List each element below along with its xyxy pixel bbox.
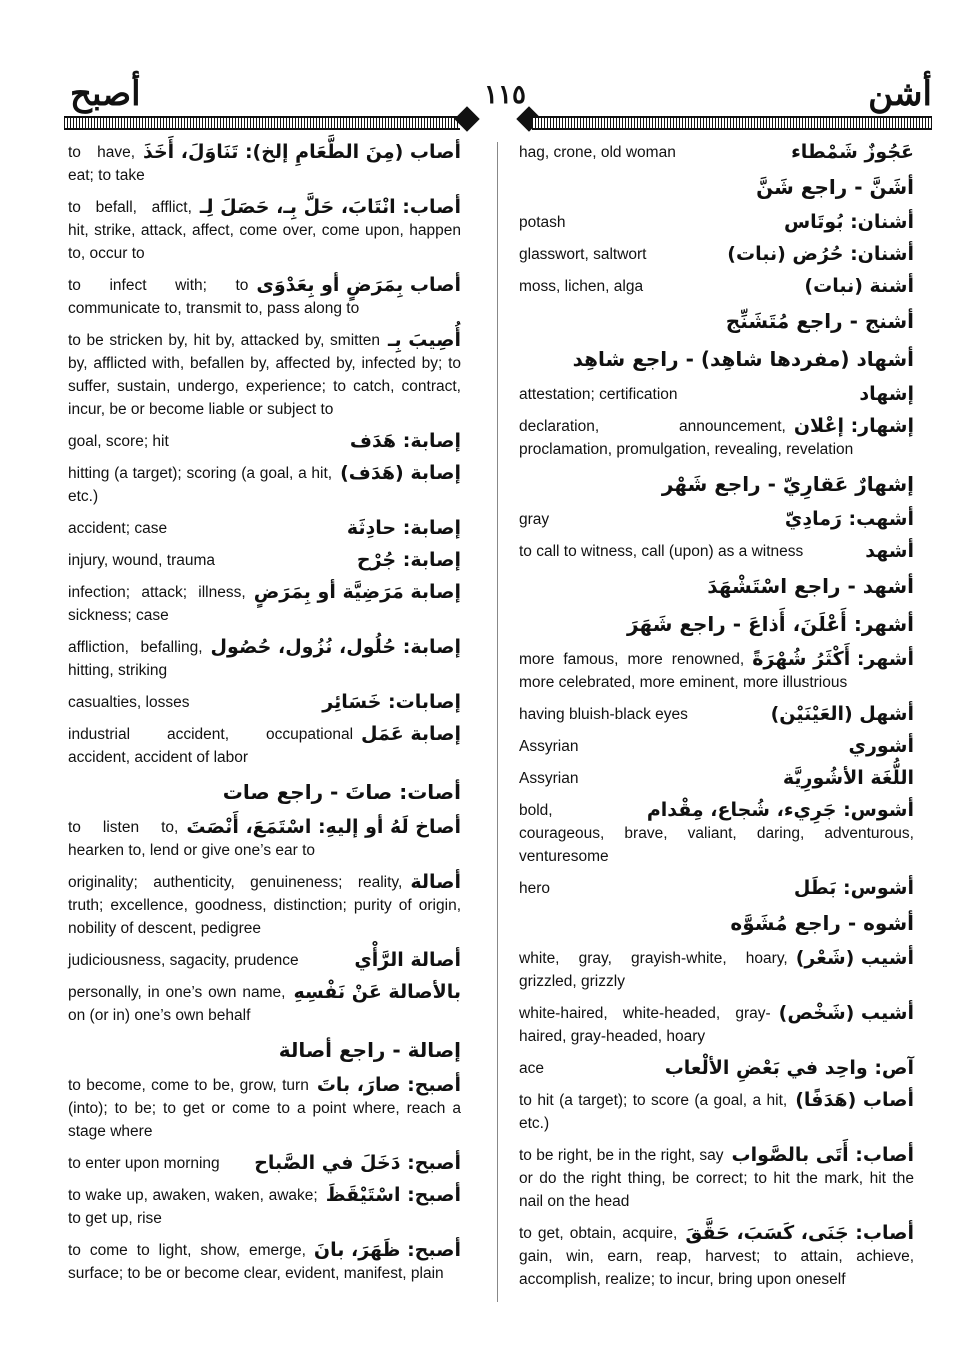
- english-definition: bold, courageous, brave, valiant, daring, adventurous, venturesome: [519, 802, 914, 865]
- arabic-term: بالأصالة عَنْ نَفْسِهِ: [293, 981, 461, 1003]
- english-definition: to have, eat; to take: [68, 144, 145, 184]
- headword-reference: أشهاد (مفردها شاهِد) - راجع شاهِد: [572, 347, 914, 371]
- english-definition: ace: [519, 1060, 544, 1077]
- header-rule-left: [64, 116, 460, 130]
- arabic-term: إصابة عَمَل: [361, 723, 461, 745]
- dictionary-entry: [519, 947, 914, 993]
- headword-reference: أشهد - راجع اسْتَشْهَدَ: [707, 574, 914, 598]
- dictionary-entry: [519, 703, 914, 726]
- english-definition: Assyrian: [519, 738, 579, 755]
- arabic-term: إشهاد: [859, 383, 914, 405]
- dictionary-entry: [519, 383, 914, 406]
- arabic-term: أشيب (شَخْص): [778, 1002, 914, 1024]
- arabic-term: أصالة: [410, 871, 461, 893]
- headword-reference: أشنج - راجع مُتَشَنِّج: [725, 309, 914, 333]
- english-definition: white-haired, white-headed, gray-haired, gray-headed, hoary: [519, 1005, 771, 1045]
- arabic-term: أصبح: دَخَلَ في الصَّباح: [254, 1152, 461, 1174]
- arabic-term: آص: واحِد في بَعْضِ الألْعاب: [664, 1057, 914, 1079]
- english-definition: casualties, losses: [68, 694, 190, 711]
- english-definition: moss, lichen, alga: [519, 278, 644, 295]
- english-definition: to become, come to be, grow, turn (into); to be; to get or come to a point where, reach a stage where: [68, 1077, 461, 1140]
- english-definition: hag, crone, old woman: [519, 144, 676, 161]
- arabic-term: إصابة: حادِثَة: [346, 517, 461, 539]
- english-definition: to hit (a target); to score (a goal, a hit, etc.): [519, 1092, 788, 1132]
- arabic-term: أصالة الرَّأْي: [354, 949, 461, 971]
- dictionary-entry: [519, 540, 914, 563]
- arabic-term: أصاب (مِنَ الطَّعَامِ إلخ): تَنَاوَلَ، أَخَذَ: [143, 141, 461, 163]
- dictionary-entry: [68, 549, 461, 572]
- dictionary-entry: [519, 1222, 914, 1291]
- headword-reference: أشَنَّ - راجع شَنَّ: [756, 175, 914, 199]
- arabic-term: أشوس: بَطَل: [793, 877, 914, 899]
- arabic-term: أشوس: جَرِيء، شُجاع، مِقْدام: [646, 799, 914, 821]
- headword-reference: أصات: صاتَ - راجع صات: [222, 780, 461, 804]
- english-definition: affliction, befalling, hitting, striking: [68, 639, 203, 679]
- arabic-term: إشهار: إعْلان: [793, 415, 914, 437]
- column-divider: [497, 142, 498, 1302]
- english-definition: glasswort, saltwort: [519, 246, 647, 263]
- arabic-term: أُصِيبَ بِـ: [388, 329, 461, 351]
- dictionary-entry: [68, 430, 461, 453]
- arabic-term: إصابة: جُرْح: [356, 549, 461, 571]
- dictionary-entry: [68, 871, 461, 940]
- arabic-term: أصاب: أَتَى بالصَّواب: [731, 1144, 914, 1166]
- arabic-term: إصابة: هَدَف: [349, 430, 461, 452]
- dictionary-entry: [68, 329, 461, 421]
- english-definition: gray: [519, 511, 550, 528]
- english-definition: originality; authenticity, genuineness; reality, truth; excellence, goodness, distinction; purity of origin, nobility of descent, pedigree: [68, 874, 461, 937]
- arabic-term: أصبح: صارَ، باتَ: [316, 1074, 461, 1096]
- english-definition: potash: [519, 214, 566, 231]
- arabic-term: أشهل (العَيْنَيْن): [770, 703, 914, 725]
- page-header: [60, 70, 932, 130]
- arabic-term: أشوري: [848, 735, 914, 757]
- english-definition: white, gray, grayish-white, hoary, grizzled, grizzly: [519, 950, 788, 990]
- dictionary-entry: [519, 877, 914, 900]
- english-definition: hitting (a target); scoring (a goal, a hit, etc.): [68, 465, 333, 505]
- arabic-term: إصابة (هَدَف): [340, 462, 461, 484]
- dictionary-entry: [68, 691, 461, 714]
- english-definition: personally, in one’s own name, on (or in) one’s own behalf: [68, 984, 286, 1024]
- arabic-term: اللُّغَة الأشُورِيَّة: [782, 767, 914, 789]
- header-rule-right: [532, 116, 932, 130]
- arabic-term: أصاخ لَهُ أو إليهِ: اسْتَمَعَ، أَنْصَتَ: [186, 816, 461, 838]
- dictionary-entry: [68, 196, 461, 265]
- english-definition: to be right, be in the right, say or do the right thing, be correct; to hit the mark, hit the nail on the head: [519, 1147, 914, 1210]
- dictionary-entry: [519, 141, 914, 164]
- arabic-term: أصاب: انْتَابَ، حَلَّ بِـ، حَصَلَ لِـ: [199, 196, 461, 218]
- right-column: [519, 141, 914, 1300]
- arabic-term: أشنة (نبات): [804, 275, 914, 297]
- dictionary-entry: [519, 767, 914, 790]
- dictionary-entry: [68, 1239, 461, 1285]
- english-definition: to enter upon morning: [68, 1155, 220, 1172]
- english-definition: accident; case: [68, 520, 168, 537]
- headword-reference: أشهر: أَعْلَنَ، أَذاعَ - راجع شَهَرَ: [627, 612, 914, 636]
- english-definition: attestation; certification: [519, 386, 678, 403]
- arabic-term: أصبح: ظَهَرَ، بانَ: [313, 1239, 461, 1261]
- dictionary-entry: [68, 816, 461, 862]
- dictionary-entry: [519, 211, 914, 234]
- english-definition: injury, wound, trauma: [68, 552, 216, 569]
- english-definition: more famous, more renowned, more celebrated, more eminent, more illustrious: [519, 651, 848, 691]
- arabic-term: إصابات: خَسَائِر: [322, 691, 461, 713]
- dictionary-entry: [68, 1184, 461, 1230]
- english-definition: to listen to, hearken to, lend or give one’s ear to: [68, 819, 316, 859]
- english-definition: to infect with; to communicate to, transmit to, pass along to: [68, 277, 360, 317]
- arabic-term: أصاب: جَنَى، كَسَبَ، حَقَّقَ: [685, 1222, 914, 1244]
- dictionary-entry: [68, 636, 461, 682]
- english-definition: to befall, afflict, hit, strike, attack, affect, come over, come upon, happen to, occur to: [68, 199, 461, 262]
- english-definition: declaration, announcement, proclamation, promulgation, revealing, revelation: [519, 418, 854, 458]
- arabic-term: أصبح: اسْتَيْقَظَ: [325, 1184, 461, 1206]
- arabic-term: إصابة: حُلُول، نُزُول، حُصُول: [210, 636, 461, 658]
- dictionary-entry: [68, 462, 461, 508]
- dictionary-entry: [519, 1089, 914, 1135]
- dictionary-entry: [68, 141, 461, 187]
- english-definition: to be stricken by, hit by, attacked by, smitten by, afflicted with, befallen by, affected by, infected by; to suffer, sustain, undergo, experience; to catch, contract, incur, be or become liable or subject to: [68, 332, 461, 418]
- right-guide-word: أشن: [868, 74, 932, 114]
- dictionary-entry: [519, 735, 914, 758]
- english-definition: infection; attack; illness, sickness; case: [68, 584, 246, 624]
- dictionary-entry: [519, 799, 914, 868]
- english-definition: judiciousness, sagacity, prudence: [68, 952, 299, 969]
- arabic-term: أشهب: رَمادِيّ: [784, 508, 914, 530]
- arabic-term: أشنان: حُرُض (نبات): [727, 243, 914, 265]
- english-definition: goal, score; hit: [68, 433, 169, 450]
- dictionary-entry: [519, 648, 914, 694]
- dictionary-entry: [68, 1152, 461, 1175]
- page-number: ١١٥: [484, 80, 526, 110]
- dictionary-entry: [68, 949, 461, 972]
- dictionary-entry: [519, 275, 914, 298]
- arabic-term: إصابة مَرَضِيَّة أو بِمَرَضٍ: [253, 581, 461, 603]
- english-definition: to call to witness, call (upon) as a witness: [519, 543, 804, 560]
- dictionary-entry: [68, 517, 461, 540]
- arabic-term: أشنان: بُوتَاس: [783, 211, 914, 233]
- english-definition: having bluish-black eyes: [519, 706, 688, 723]
- dictionary-entry: [519, 1002, 914, 1048]
- arabic-term: أصاب (هَدَفًا): [795, 1089, 914, 1111]
- headword-reference: إصالة - راجع أصالة: [278, 1038, 461, 1062]
- english-definition: Assyrian: [519, 770, 579, 787]
- english-definition: to get, obtain, acquire, gain, win, earn, reap, harvest; to attain, achieve, accomplish, realize; to incur, bring upon oneself: [519, 1225, 914, 1288]
- left-guide-word: أصبح: [70, 74, 141, 114]
- arabic-term: أشهد: [865, 540, 914, 562]
- dictionary-entry: [68, 274, 461, 320]
- dictionary-entry: [68, 981, 461, 1027]
- headword-reference: أشوه - راجع مُشَوَّه: [730, 911, 914, 935]
- english-definition: industrial accident, occupational accident, accident of labor: [68, 726, 354, 766]
- dictionary-entry: [68, 1074, 461, 1143]
- dictionary-entry: [519, 243, 914, 266]
- arabic-term: عَجُوزٌ شَمْطاء: [791, 141, 914, 163]
- english-definition: to come to light, show, emerge, surface; to be or become clear, evident, manifest, plain: [68, 1242, 444, 1282]
- arabic-term: أشهر: أَكْثَرُ شُهْرَةً: [752, 648, 914, 670]
- dictionary-entry: [519, 415, 914, 461]
- english-definition: to wake up, awaken, waken, awake; to get up, rise: [68, 1187, 318, 1227]
- dictionary-entry: [519, 1144, 914, 1213]
- dictionary-entry: [519, 1057, 914, 1080]
- dictionary-entry: [68, 581, 461, 627]
- arabic-term: أصاب بِمَرَضٍ أو بِعَدْوَى: [256, 274, 461, 296]
- headword-reference: إشهارٌ عَقارِيّ - راجع شَهْر: [661, 472, 914, 496]
- arabic-term: أشيب (شَعْر): [795, 947, 914, 969]
- english-definition: hero: [519, 880, 551, 897]
- dictionary-entry: [519, 508, 914, 531]
- left-column: [68, 141, 461, 1294]
- dictionary-entry: [68, 723, 461, 769]
